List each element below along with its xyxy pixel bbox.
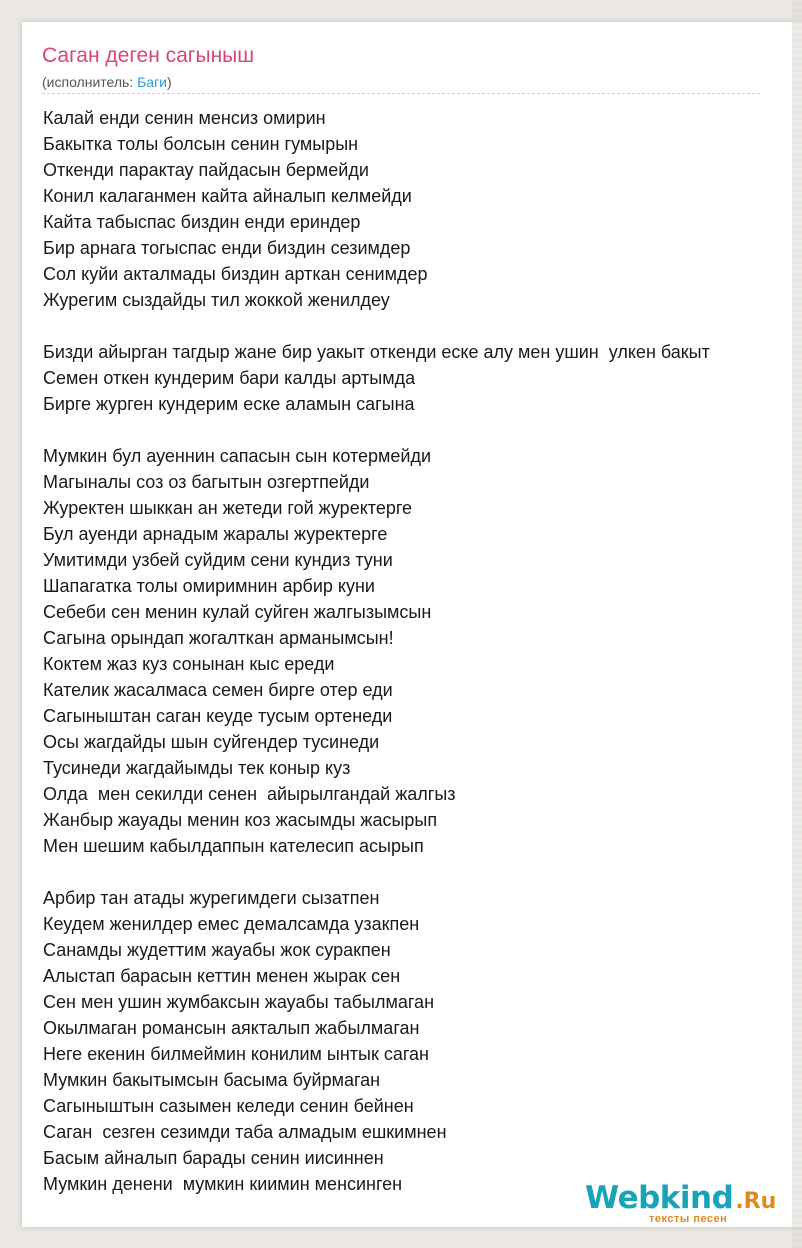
lyric-line: Бакытка толы болсын сенин гумырын: [43, 134, 359, 154]
logo-main-text: Webkind: [585, 1180, 734, 1216]
webkind-logo[interactable]: [585, 1180, 776, 1216]
artist-prefix: (исполнитель:: [42, 74, 138, 90]
lyric-line: Журектен шыккан ан жетеди гой журектерге: [43, 498, 413, 518]
lyric-line: Шапагатка толы омиримнин арбир куни: [43, 576, 375, 596]
lyric-line: Жанбыр жауады менин коз жасымды жасырып: [43, 810, 438, 830]
lyric-line: Кателик жасалмаса семен бирге отер еди: [43, 680, 393, 700]
lyric-line: Конил калаганмен кайта айналып келмейди: [43, 186, 412, 206]
artist-suffix: ): [167, 74, 172, 90]
lyric-line: Бирге журген кундерим еске аламын сагына: [43, 394, 415, 414]
lyric-line: Мумкин бул ауеннин сапасын сын котермейди: [43, 446, 432, 466]
lyric-line: Бул ауенди арнадым жаралы журектерге: [43, 524, 388, 544]
lyric-line: Сол куйи акталмады биздин арткан сенимдер: [43, 264, 428, 284]
lyric-line: Олда мен секилди сенен айырылгандай жалгыз: [43, 784, 456, 804]
artist-line: [42, 74, 172, 90]
lyric-line: Арбир тан атады журегимдеги сызатпен: [43, 888, 380, 908]
lyric-line: Магыналы соз оз багытын озгертпейди: [43, 472, 370, 492]
lyric-line: Калай енди сенин менсиз омирин: [43, 108, 326, 128]
header-divider: [42, 93, 760, 94]
stanza-1: [43, 105, 802, 313]
lyric-line: Кайта табыспас биздин енди ериндер: [43, 212, 361, 232]
lyric-line: Кеудем женилдер емес демалсамда узакпен: [43, 914, 420, 934]
lyric-line: Мумкин бакытымсын басыма буйрмаган: [43, 1070, 381, 1090]
lyric-line: Журегим сыздайды тил жоккой женилдеу: [43, 290, 390, 310]
logo-tld-text: .Ru: [735, 1189, 777, 1214]
stanza-4: [43, 885, 802, 1197]
lyric-line: Семен откен кундерим бари калды артымда: [43, 368, 416, 388]
lyric-line: Сагына орындап жогалткан арманымсын!: [43, 628, 394, 648]
lyric-line: Санамды жудеттим жауабы жок суракпен: [43, 940, 391, 960]
lyric-line: Тусинеди жагдайымды тек коныр куз: [43, 758, 351, 778]
stanza-2: [43, 339, 802, 417]
lyric-line: Неге екенин билмеймин конилим ынтык саган: [43, 1044, 429, 1064]
lyric-line: Сагыныштын сазымен келеди сенин бейнен: [43, 1096, 414, 1116]
lyric-line: Алыстап барасын кеттин менен жырак сен: [43, 966, 401, 986]
lyric-line: Окылмаган романсын аякталып жабылмаган: [43, 1018, 420, 1038]
lyric-line: Бизди айырган тагдыр жане бир уакыт откенди еске алу мен ушин улкен бакыт: [43, 342, 710, 362]
lyric-line: Умитимди узбей суйдим сени кундиз туни: [43, 550, 393, 570]
artist-link[interactable]: Баги: [137, 74, 167, 90]
lyric-line: Саган сезген сезимди таба алмадым ешкимнен: [43, 1122, 447, 1142]
lyric-line: Мен шешим кабылдаппын кателесип асырып: [43, 836, 424, 856]
lyric-line: Осы жагдайды шын суйгендер тусинеди: [43, 732, 380, 752]
lyric-line: Сен мен ушин жумбаксын жауабы табылмаган: [43, 992, 435, 1012]
song-title: Саган деген сагыныш: [42, 44, 255, 67]
lyric-line: Басым айналып барады сенин иисиннен: [43, 1148, 384, 1168]
logo-subtitle: тексты песен: [649, 1213, 728, 1225]
lyric-line: Себеби сен менин кулай суйген жалгызымсын: [43, 602, 432, 622]
lyrics-body: [43, 105, 802, 1223]
lyric-line: Бир арнага тогыспас енди биздин сезимдер: [43, 238, 411, 258]
stanza-3: [43, 443, 802, 859]
lyric-line: Сагыныштан саган кеуде тусым ортенеди: [43, 706, 393, 726]
lyric-line: Мумкин денени мумкин киимин менсинген: [43, 1174, 403, 1194]
lyric-line: Коктем жаз куз сонынан кыс ереди: [43, 654, 335, 674]
lyric-line: Откенди парактау пайдасын бермейди: [43, 160, 369, 180]
